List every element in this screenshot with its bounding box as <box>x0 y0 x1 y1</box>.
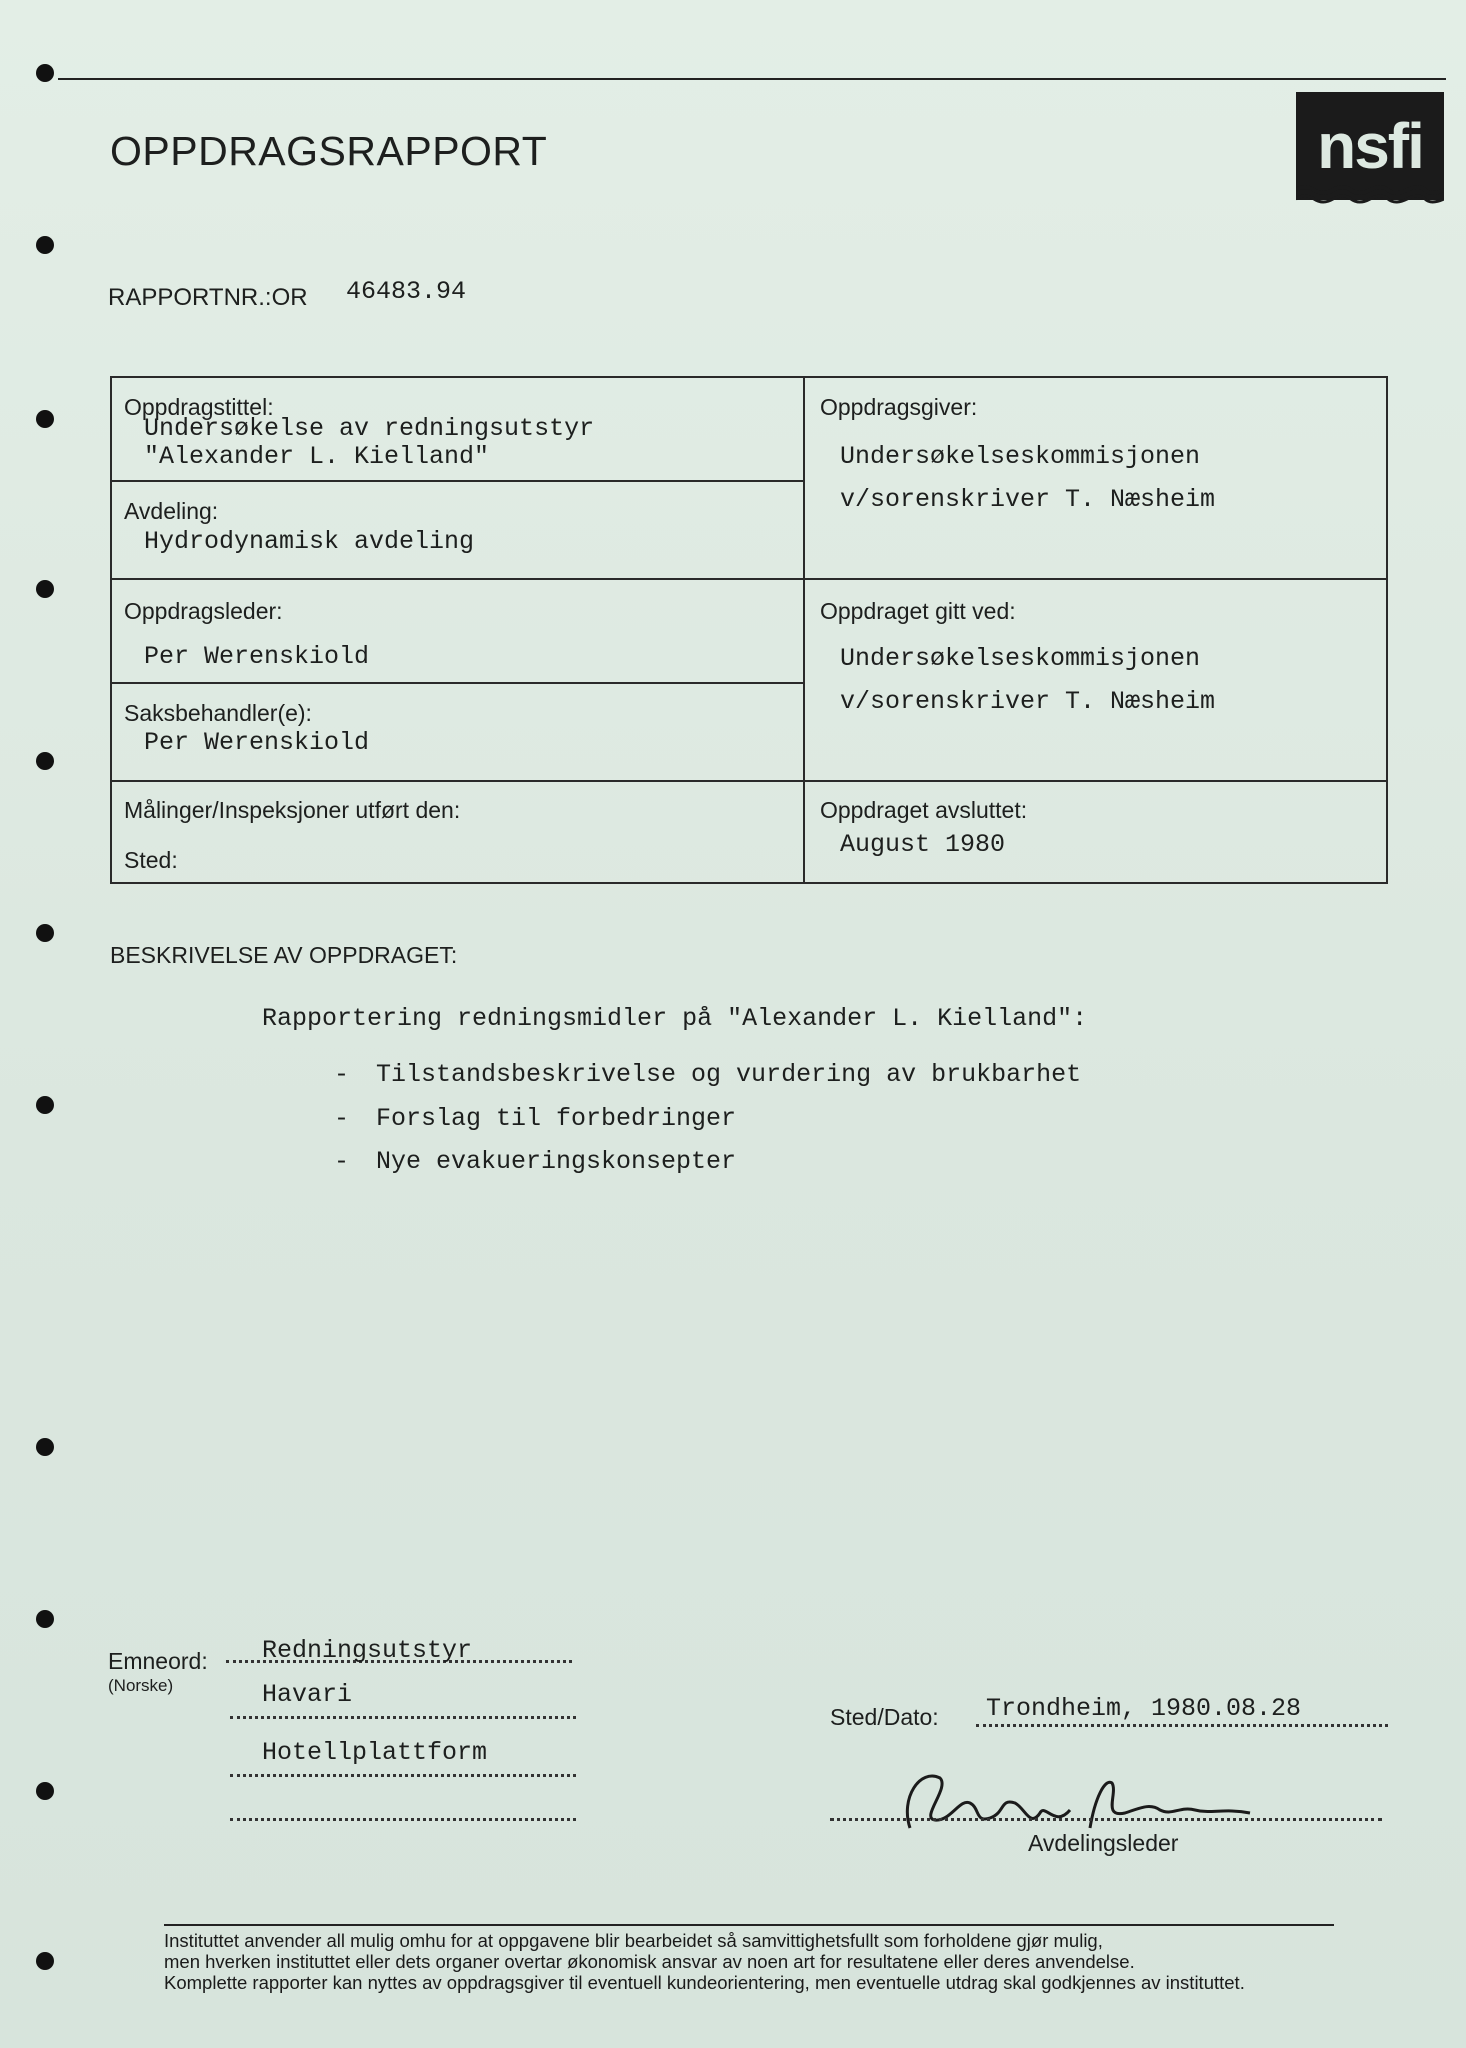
avsluttet-label: Oppdraget avsluttet: <box>820 797 1028 823</box>
binder-hole <box>36 1952 54 1970</box>
oppdragstittel-line2: "Alexander L. Kielland" <box>144 442 490 471</box>
header-rule <box>58 78 1446 80</box>
sted-label: Sted: <box>124 847 178 873</box>
signer-role: Avdelingsleder <box>1028 1830 1179 1856</box>
keyword-value: Redningsutstyr <box>262 1636 473 1665</box>
binder-hole <box>36 1438 54 1456</box>
binder-hole <box>36 1096 54 1114</box>
list-item: Forslag til forbedringer <box>376 1104 737 1133</box>
report-number-label: RAPPORTNR.:OR <box>108 284 308 311</box>
table-divider <box>803 376 805 882</box>
logo-wave-icon <box>1296 182 1444 204</box>
keyword-line <box>230 1716 576 1719</box>
oppdragsgiver-line1: Undersøkelseskommisjonen <box>840 442 1201 471</box>
keyword-line <box>230 1774 576 1777</box>
table-divider <box>110 578 1386 580</box>
nsfi-logo: nsfi <box>1296 92 1444 200</box>
binder-hole <box>36 236 54 254</box>
disclaimer-line: men hverken instituttet eller dets organer overtar økonomisk ansvar av noen art for resultatene eller deres anvendelse. <box>164 1951 1135 1972</box>
keyword-value: Havari <box>262 1680 353 1709</box>
list-bullet: - <box>334 1104 350 1133</box>
table-divider <box>110 480 805 482</box>
keyword-value: Hotellplattform <box>262 1738 488 1767</box>
list-bullet: - <box>334 1147 350 1176</box>
oppdragsleder-value: Per Werenskiold <box>144 642 370 671</box>
binder-hole <box>36 924 54 942</box>
table-divider <box>110 780 1386 782</box>
disclaimer-line: Instituttet anvender all mulig omhu for at oppgavene blir bearbeidet så samvittighetsfullt som forholdene gjør mulig, <box>164 1930 1103 1951</box>
saksbehandler-label: Saksbehandler(e): <box>124 700 312 726</box>
binder-hole <box>36 410 54 428</box>
page-title: OPPDRAGSRAPPORT <box>110 128 548 174</box>
oppdragsleder-label: Oppdragsleder: <box>124 598 283 624</box>
report-number-value: 46483.94 <box>346 277 467 306</box>
oppdragstittel-label: Oppdragstittel: <box>124 394 274 420</box>
place-date-line <box>976 1724 1388 1727</box>
malinger-label: Målinger/Inspeksjoner utført den: <box>124 797 461 823</box>
avdeling-label: Avdeling: <box>124 498 219 524</box>
list-bullet: - <box>334 1060 350 1089</box>
oppdragsgiver-line2: v/sorenskriver T. Næsheim <box>840 485 1216 514</box>
report-number-row <box>108 277 467 312</box>
list-item: Nye evakueringskonsepter <box>376 1147 737 1176</box>
avdeling-value: Hydrodynamisk avdeling <box>144 527 475 556</box>
table-divider <box>110 682 805 684</box>
handwritten-signature <box>880 1758 1260 1838</box>
keywords-label: Emneord: <box>108 1648 208 1674</box>
gitt-ved-label: Oppdraget gitt ved: <box>820 598 1016 624</box>
avsluttet-value: August 1980 <box>840 830 1006 859</box>
keywords-sublabel: (Norske) <box>108 1676 174 1695</box>
description-heading: BESKRIVELSE AV OPPDRAGET: <box>110 942 458 968</box>
saksbehandler-value: Per Werenskiold <box>144 728 370 757</box>
list-item: Tilstandsbeskrivelse og vurdering av brukbarhet <box>376 1060 1082 1089</box>
disclaimer-line: Komplette rapporter kan nyttes av oppdragsgiver til eventuell kundeorientering, men eventuelle utdrag skal godkjennes av instituttet. <box>164 1972 1245 1993</box>
binder-hole <box>36 1782 54 1800</box>
binder-hole <box>36 1610 54 1628</box>
place-date-value: Trondheim, 1980.08.28 <box>986 1694 1302 1723</box>
oppdragstittel-line1: Undersøkelse av redningsutstyr <box>144 414 595 443</box>
signature-line <box>830 1818 1382 1821</box>
oppdragsgiver-label: Oppdragsgiver: <box>820 394 978 420</box>
binder-hole <box>36 580 54 598</box>
disclaimer-footer <box>164 1924 1334 1993</box>
gitt-ved-line1: Undersøkelseskommisjonen <box>840 644 1201 673</box>
keyword-line <box>230 1818 576 1821</box>
binder-hole <box>36 752 54 770</box>
description-intro: Rapportering redningsmidler på "Alexander L. Kielland": <box>262 1004 1088 1033</box>
place-date-label: Sted/Dato: <box>830 1704 939 1730</box>
gitt-ved-line2: v/sorenskriver T. Næsheim <box>840 687 1216 716</box>
binder-hole <box>36 64 54 82</box>
